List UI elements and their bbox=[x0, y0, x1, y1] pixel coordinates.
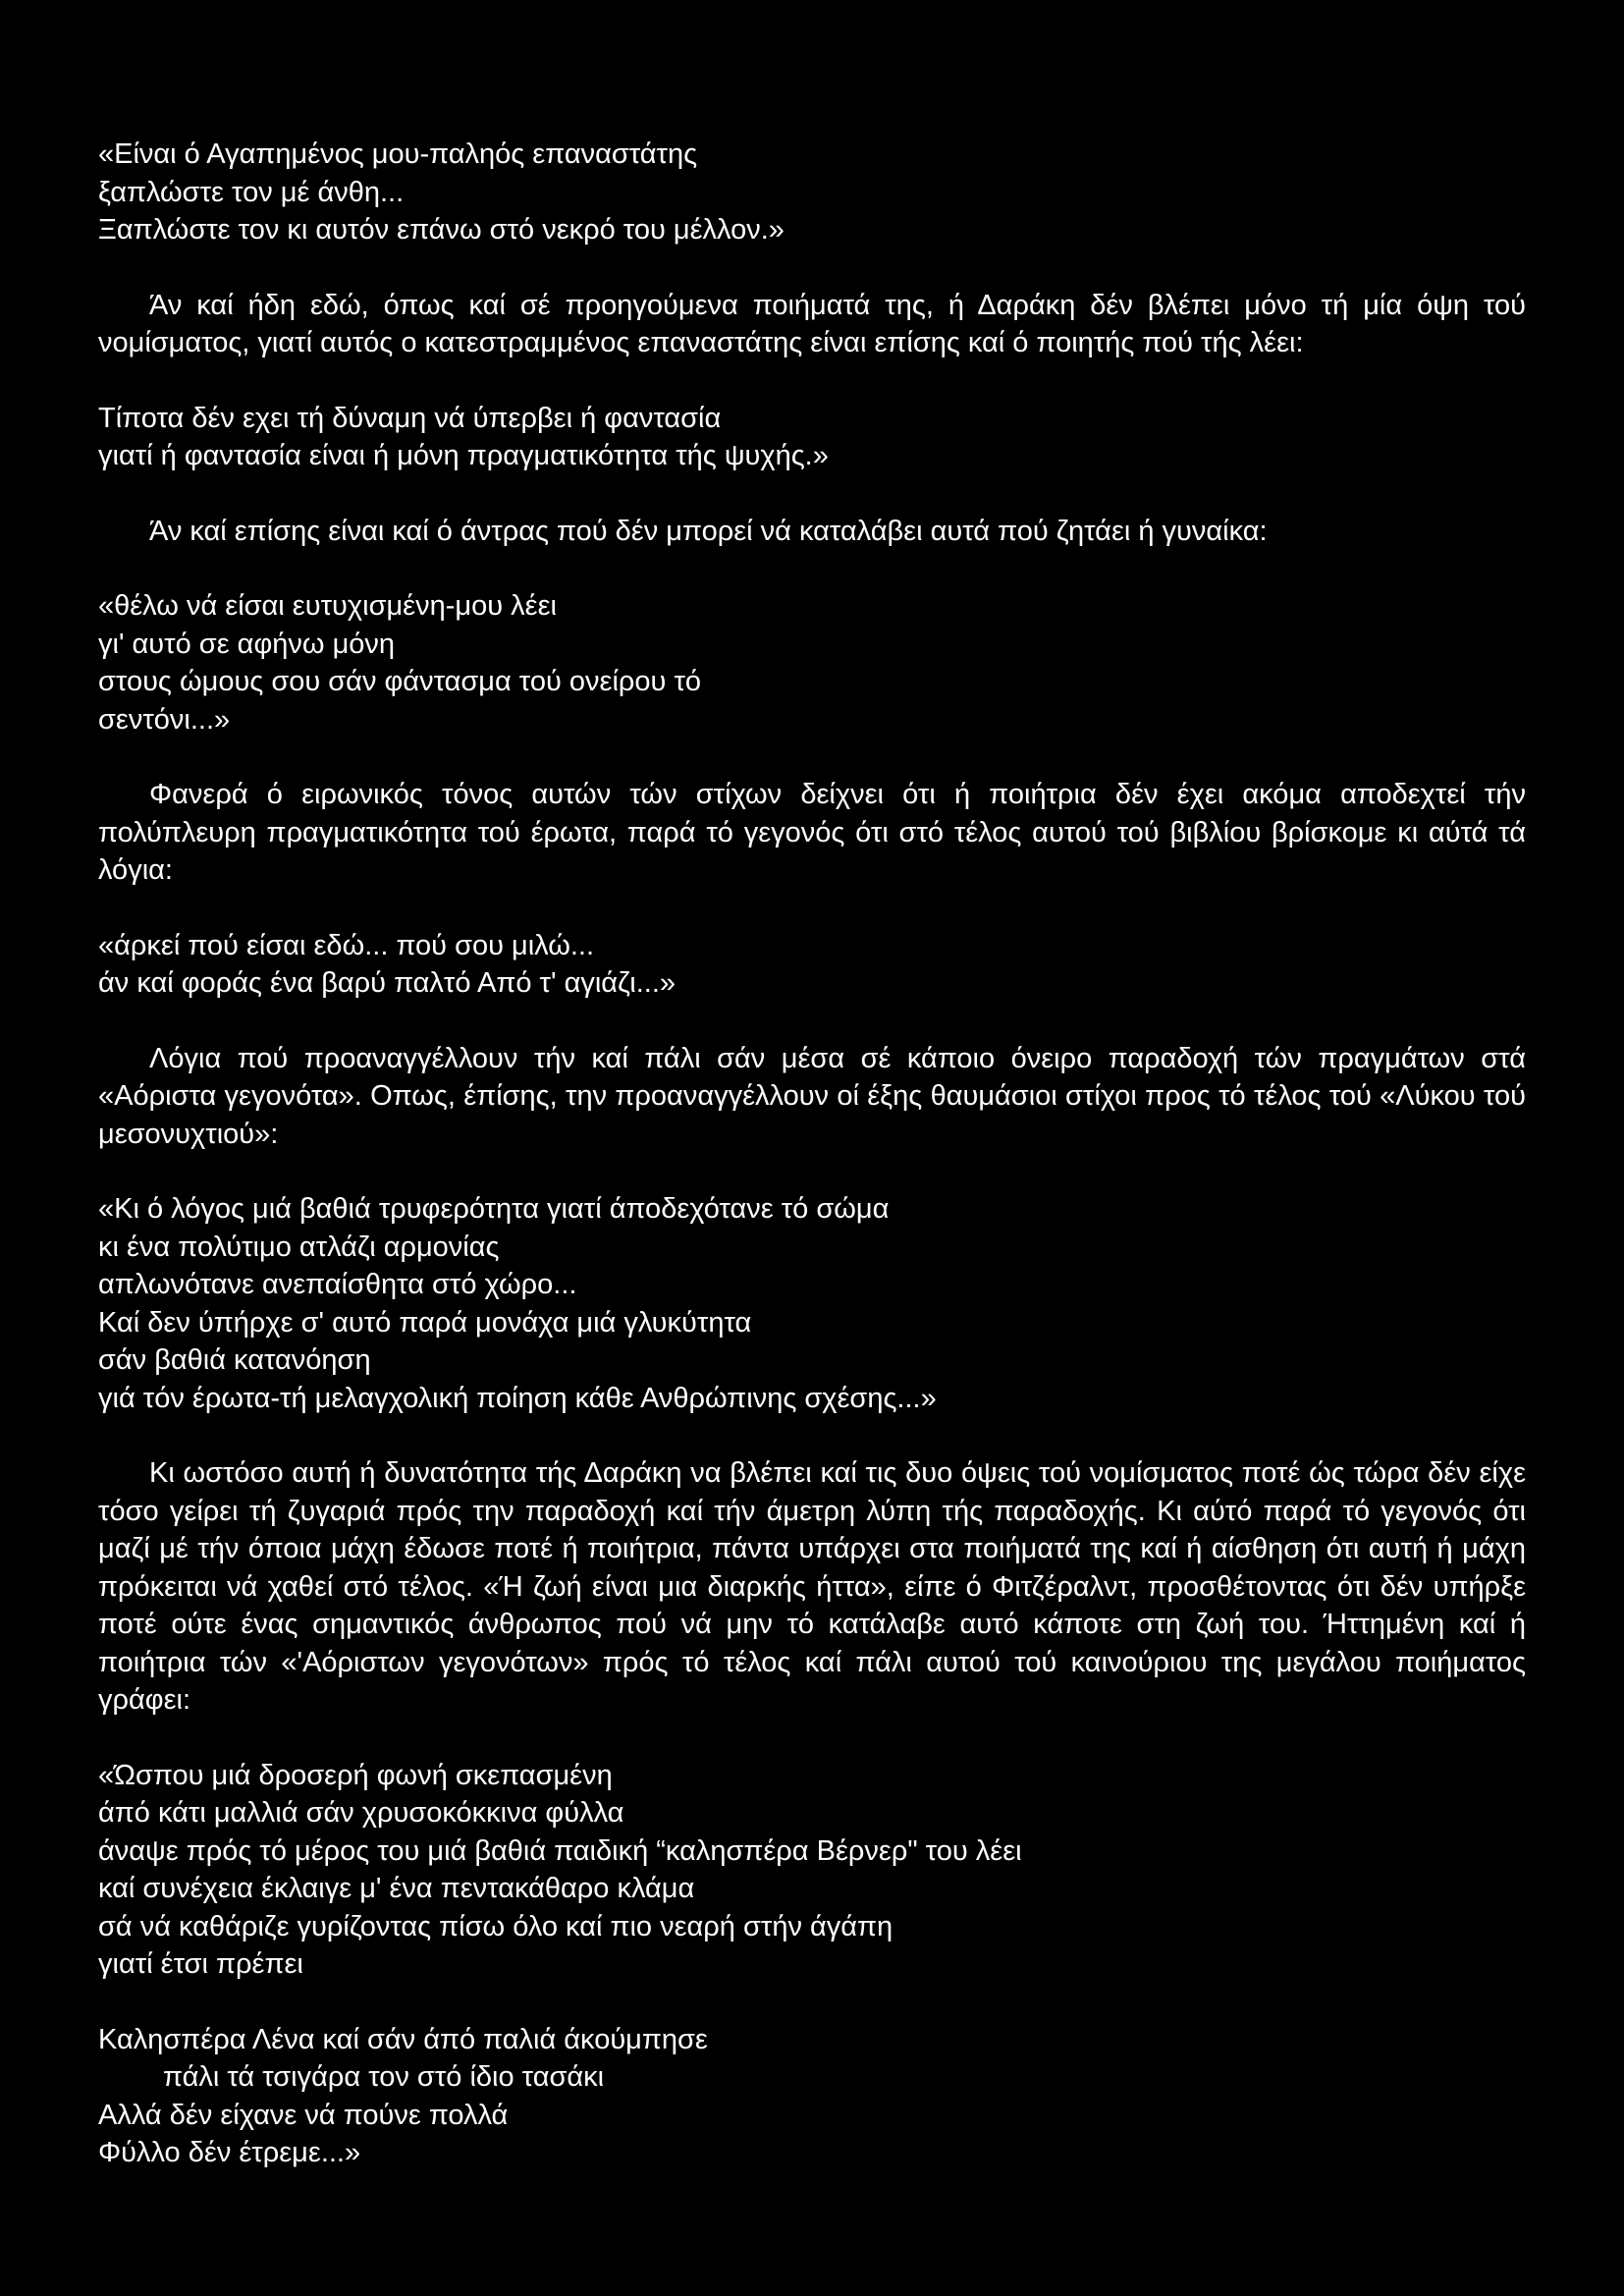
verse-line: Φύλλο δέν έτρεμε...» bbox=[98, 2137, 361, 2168]
verse-line: «Ώσπου μιά δροσερή φωνή σκεπασμένη bbox=[98, 1759, 613, 1791]
verse-line: σά νά καθάριζε γυρίζοντας πίσω όλο καί πιο νεαρή στήν άγάπη bbox=[98, 1910, 893, 1942]
verse-line: «Είναι ό Αγαπημένος μου-παληός επαναστάτης bbox=[98, 138, 698, 170]
verse-line: Ξαπλώστε τον κι αυτόν επάνω στό νεκρό του μέλλον.» bbox=[98, 214, 785, 246]
verse-line: σάν βαθιά κατανόηση bbox=[98, 1344, 371, 1376]
verse-line: κι ένα πολύτιμο ατλάζι αρμονίας bbox=[98, 1230, 500, 1263]
verse-line: απλωνότανε ανεπαίσθητα στό χώρο... bbox=[98, 1269, 577, 1300]
verse-block-7 bbox=[98, 2021, 1526, 2172]
document-page bbox=[98, 136, 1526, 2210]
verse-line: Αλλά δέν είχανε νά πούνε πολλά bbox=[98, 2099, 509, 2131]
verse-block-2 bbox=[98, 400, 1526, 475]
verse-line: στους ώμους σου σάν φάντασμα τού ονείρου τό bbox=[98, 666, 702, 697]
verse-line: Καί δεν ύπήρχε σ' αυτό παρά μονάχα μιά γλυκύτητα bbox=[98, 1306, 752, 1339]
verse-block-4 bbox=[98, 927, 1526, 1003]
prose-paragraph-3: Φανερά ό ειρωνικός τόνος αυτών τών στίχων δείχνει ότι ή ποιήτρια δέν έχει ακόμα αποδεχτεί τήν πολύπλευρη πραγματικότητα τού έρωτα, παρά τό γεγονός ότι στό τέλος αυτού τού βιβλίου βρίσκομε κι αύτά τά λόγια: bbox=[98, 779, 1526, 886]
verse-line: «άρκεί πού είσαι εδώ... πού σου μιλώ... bbox=[98, 929, 595, 961]
verse-line: άν καί φοράς ένα βαρύ παλτό Από τ' αγιάζι...» bbox=[98, 967, 677, 999]
verse-block-5 bbox=[98, 1190, 1526, 1417]
verse-line: γι' αυτό σε αφήνω μόνη bbox=[98, 628, 396, 660]
verse-line: καί συνέχεια έκλαιγε μ' ένα πεντακάθαρο κλάμα bbox=[98, 1873, 695, 1904]
verse-block-1 bbox=[98, 136, 1526, 249]
prose-paragraph-1: Άν καί ήδη εδώ, όπως καί σέ προηγούμενα ποιήματά της, ή Δαράκη δέν βλέπει μόνο τή μία όψη τού νομίσματος, γιατί αυτός ο κατεστραμμένος επαναστάτης είναι επίσης καί ό ποιητής πού τής λέει: bbox=[98, 289, 1526, 358]
verse-block-6 bbox=[98, 1757, 1526, 1984]
verse-line: άναψε πρός τό μέρος του μιά βαθιά παιδική “καλησπέρα Βέρνερ" του λέει bbox=[98, 1834, 1022, 1867]
verse-line: σεντόνι...» bbox=[98, 703, 231, 736]
verse-line: ξαπλώστε τον μέ άνθη... bbox=[98, 176, 405, 208]
verse-line: άπό κάτι μαλλιά σάν χρυσοκόκκινα φύλλα bbox=[98, 1797, 624, 1829]
verse-block-3 bbox=[98, 587, 1526, 738]
verse-line: γιατί ή φαντασία είναι ή μόνη πραγματικότητα τής ψυχής.» bbox=[98, 440, 829, 471]
prose-paragraph-5: Κι ωστόσο αυτή ή δυνατότητα τής Δαράκη να βλέπει καί τις δυο όψεις τού νομίσματος ποτέ ώς τώρα δέν είχε τόσο γείρει τή ζυγαριά πρός την παραδοχή καί τήν άμετρη λύπη τής παραδοχής. Κι αύτό παρά τό γεγονός ότι μαζί μέ τήν όποια μάχη έδωσε ποτέ ή ποιήτρια, πάντα υπάρχει στα ποιήματά της καί ή αίσθηση ότι αυτή ή μάχη πρόκειται νά χαθεί στό τέλος. «Ή ζωή είναι μια διαρκής ήττα», είπε ό Φιτζέραλντ, προσθέτοντας ότι δέν υπήρξε ποτέ ούτε ένας σημαντικός άνθρωπος πού νά μην τό κατάλαβε αυτό κάποτε στη ζωή του. Ήττημένη καί ή ποιήτρια τών «'Αόριστων γεγονότων» πρός τό τέλος καί πάλι αυτού τού καινούριου της μεγάλου ποιήματος γράφει: bbox=[98, 1457, 1526, 1716]
verse-line: γιά τόν έρωτα-τή μελαγχολική ποίηση κάθε Ανθρώπινης σχέσης...» bbox=[98, 1382, 937, 1414]
verse-line-indented: πάλι τά τσιγάρα τον στό ίδιο τασάκι bbox=[163, 2061, 605, 2093]
prose-paragraph-4: Λόγια πού προαναγγέλλουν τήν καί πάλι σάν μέσα σέ κάποιο όνειρο παραδοχή τών πραγμάτων στά «Αόριστα γεγονότα». Οπως, έπίσης, την προαναγγέλλουν οί έξης θαυμάσιοι στίχοι προς τό τέλος τού «Λύκου τού μεσονυχτιού»: bbox=[98, 1042, 1526, 1150]
verse-line: Τίποτα δέν εχει τή δύναμη νά ύπερβει ή φαντασία bbox=[98, 402, 722, 434]
verse-line: γιατί έτσι πρέπει bbox=[98, 1948, 303, 1980]
verse-line: «θέλω νά είσαι ευτυχισμένη-μου λέει bbox=[98, 590, 557, 622]
verse-line: Καλησπέρα Λένα καί σάν άπό παλιά άκούμπησε bbox=[98, 2023, 708, 2055]
prose-paragraph-2: Άν καί επίσης είναι καί ό άντρας πού δέν μπορεί νά καταλάβει αυτά πού ζητάει ή γυναίκα: bbox=[149, 515, 1268, 547]
verse-line: «Κι ό λόγος μιά βαθιά τρυφερότητα γιατί άποδεχότανε τό σώμα bbox=[98, 1193, 890, 1225]
